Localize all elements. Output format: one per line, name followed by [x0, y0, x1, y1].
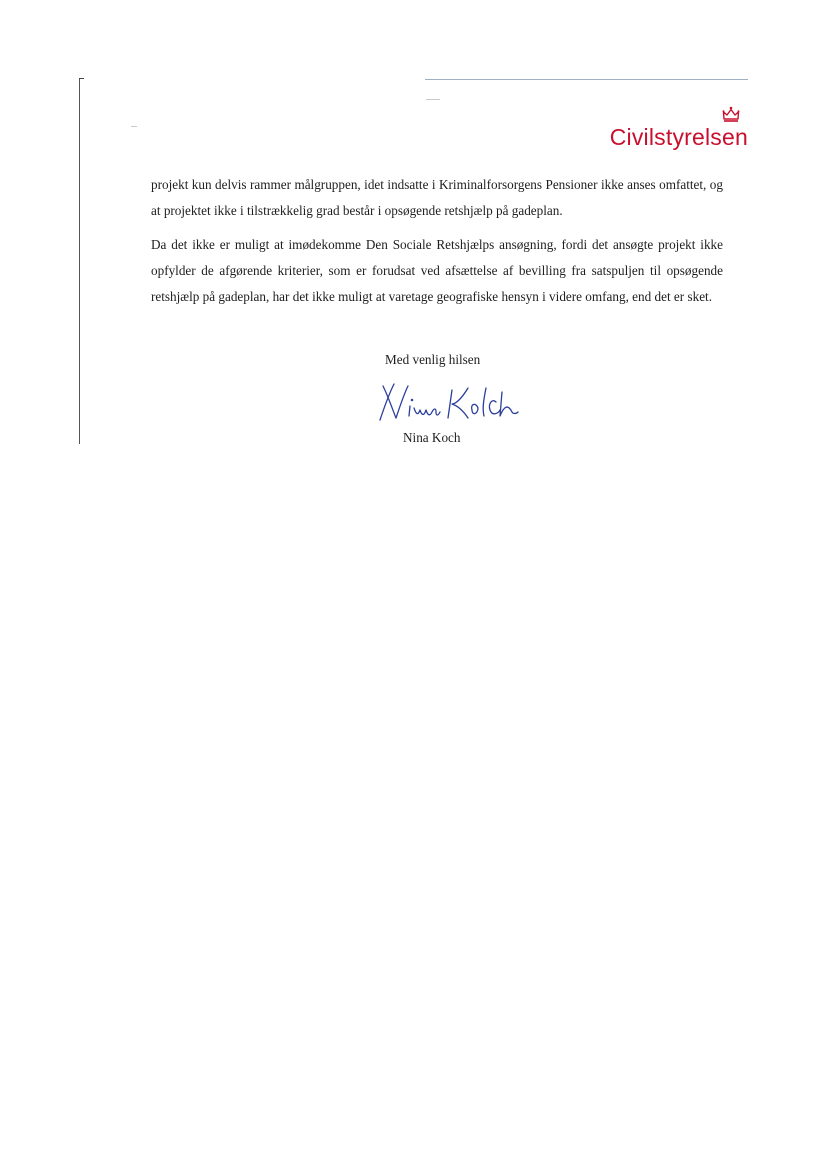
handwritten-signature: [372, 378, 522, 424]
header-rule: [425, 79, 748, 80]
closing-salutation: Med venlig hilsen: [385, 352, 481, 367]
scan-speck: [426, 99, 440, 100]
logo-wordmark: Civilstyrelsen: [609, 124, 748, 150]
paragraph: projekt kun delvis rammer målgruppen, idet indsatte i Kriminalforsorgens Pensioner ikke anses omfattet, og at projektet ikke i tilstrækkelig grad består i opsøgende retshjælp på gadeplan.: [151, 177, 723, 218]
scan-speck: [131, 126, 137, 127]
letter-body: [151, 172, 723, 318]
signer-name: Nina Koch: [403, 430, 461, 445]
paragraph: Da det ikke er muligt at imødekomme Den Sociale Retshjælps ansøgning, fordi det ansøgte projekt ikke opfylder de afgørende kriterier, som er forudsat ved afsættelse af bevilling fra satspuljen til opsøgende retshjælp på gadeplan, har det ikke muligt at varetage geografiske hensyn i videre omfang, end det er sket.: [151, 237, 723, 304]
scan-corner-mark: [79, 78, 84, 79]
civilstyrelsen-logo: [596, 106, 748, 150]
royal-crown-icon: [722, 106, 740, 122]
scan-left-edge: [79, 78, 80, 444]
